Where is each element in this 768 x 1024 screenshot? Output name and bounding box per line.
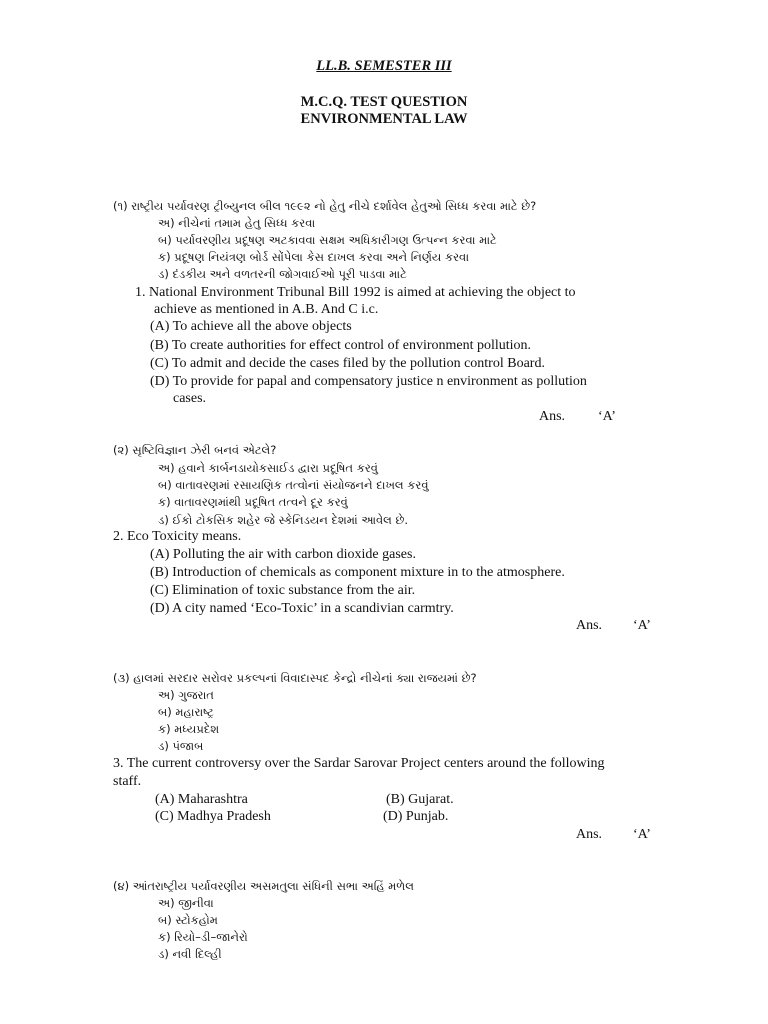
q1-gujarati-option: ડ) દંડકીય અને વળતરની જોગવાઈઓ પૂરી પાડવા માટે [158,267,407,281]
subject-title: ENVIRONMENTAL LAW [300,111,468,127]
q3-english-question-cont: staff. [113,774,142,789]
q3-gujarati-question: (૩) હાલમાં સરદાર સરોવર પ્રકલ્પનાં વિવાદાસ્પદ કેન્દ્રો નીચેનાં ક્યા રાજયમાં છે? [113,671,477,685]
q4-gujarati-option: ક) રિયો–ડી–જાનેરો [158,930,248,944]
q1-answer-value: ‘A’ [598,409,616,424]
q1-gujarati-option: ક) પ્રદૂષણ નિયંત્રણ બોર્ડ સોંપેલા કેસ દાખલ કરવા અને નિર્ણય કરવા [158,250,470,264]
q1-english-option-cont: cases. [173,391,207,406]
course-title: LL.B. SEMESTER III [316,58,452,74]
q1-gujarati-option: બ) પર્યાવરણીય પ્રદૂષણ અટકાવવા સક્ષમ અધિકારીગણ ઉત્પન્ન કરવા માટે [158,233,497,247]
q3-gujarati-option: બ) મહારાષ્ટ્ર [158,705,214,719]
q1-english-option: (B) To create authorities for effect control of environment pollution. [150,338,532,353]
q4-gujarati-option: બ) સ્ટોકહોમ [158,913,218,927]
q1-gujarati-question: (૧) રાષ્ટ્રીય પર્યાવરણ ટ્રીબ્યુનલ બીલ ૧૯૯૨ નો હેતુ નીચે દર્શાવેલ હેતુઓ સિધ્ધ કરવા માટે છે? [113,199,537,213]
q3-gujarati-option: અ) ગુજરાત [158,688,214,702]
q1-english-option: (C) To admit and decide the cases filed by the pollution control Board. [150,356,545,371]
q1-gujarati-option: અ) નીચેનાં તમામ હેતુ સિધ્ધ કરવા [158,216,316,230]
q3-answer-value: ‘A’ [633,827,651,842]
q2-gujarati-option: બ) વાતાવરણમાં રસાયણિક તત્વોનાં સંયોજનને દાખલ કરવું [158,478,429,492]
test-title: M.C.Q. TEST QUESTION [300,94,468,110]
q2-answer-label: Ans. [576,618,603,633]
q1-english-option: (A) To achieve all the above objects [150,319,352,334]
q2-gujarati-option: અ) હવાને કાર્બનડાયોકસાઈડ દ્વારા પ્રદૂષિત કરવું [158,461,378,475]
q2-english-question: 2. Eco Toxicity means. [113,529,242,544]
q2-english-option: (B) Introduction of chemicals as component mixture in to the atmosphere. [150,565,565,580]
q2-english-option: (D) A city named ‘Eco-Toxic’ in a scandivian carmtry. [150,601,454,616]
q3-english-option: (B) Gujarat. [386,792,454,807]
q3-english-option: (D) Punjab. [383,809,449,824]
q1-english-question: 1. National Environment Tribunal Bill 1992 is aimed at achieving the object to [135,285,576,300]
q4-gujarati-option: ડ) નવી દિલ્હી [158,947,222,961]
q3-english-option: (A) Maharashtra [155,792,248,807]
q2-answer-value: ‘A’ [633,618,651,633]
q3-gujarati-option: ડ) પંજાબ [158,739,204,753]
q2-english-option: (A) Polluting the air with carbon dioxide gases. [150,547,416,562]
q2-english-option: (C) Elimination of toxic substance from the air. [150,583,416,598]
q2-gujarati-option: ક) વાતાવરણમાંથી પ્રદૂષિત તત્વને દૂર કરવું [158,495,348,509]
q2-gujarati-option: ડ) ઈકો ટોકસિક શહેર જે સ્કેનિડયન દેશમાં આવેલ છે. [158,513,409,527]
q3-gujarati-option: ક) મધ્યપ્રદેશ [158,722,220,736]
q3-english-option: (C) Madhya Pradesh [155,809,271,824]
q3-answer-label: Ans. [576,827,603,842]
q1-answer-label: Ans. [539,409,566,424]
q2-gujarati-question: (૨) સૃષ્ટિવિજ્ઞાન ઝેરી બનવં એટલે? [113,443,277,457]
q1-english-question-cont: achieve as mentioned in A.B. And C i.c. [154,302,379,317]
q4-gujarati-question: (૪) આંતરાષ્ટ્રીય પર્યાવરણીય અસમતુલા સંધિની સભા અહિં મળેલ [113,879,414,893]
q4-gujarati-option: અ) જીનીવા [158,896,214,910]
q3-english-question: 3. The current controversy over the Sardar Sarovar Project centers around the following [113,756,605,771]
q1-english-option: (D) To provide for papal and compensatory justice n environment as pollution [150,374,587,389]
